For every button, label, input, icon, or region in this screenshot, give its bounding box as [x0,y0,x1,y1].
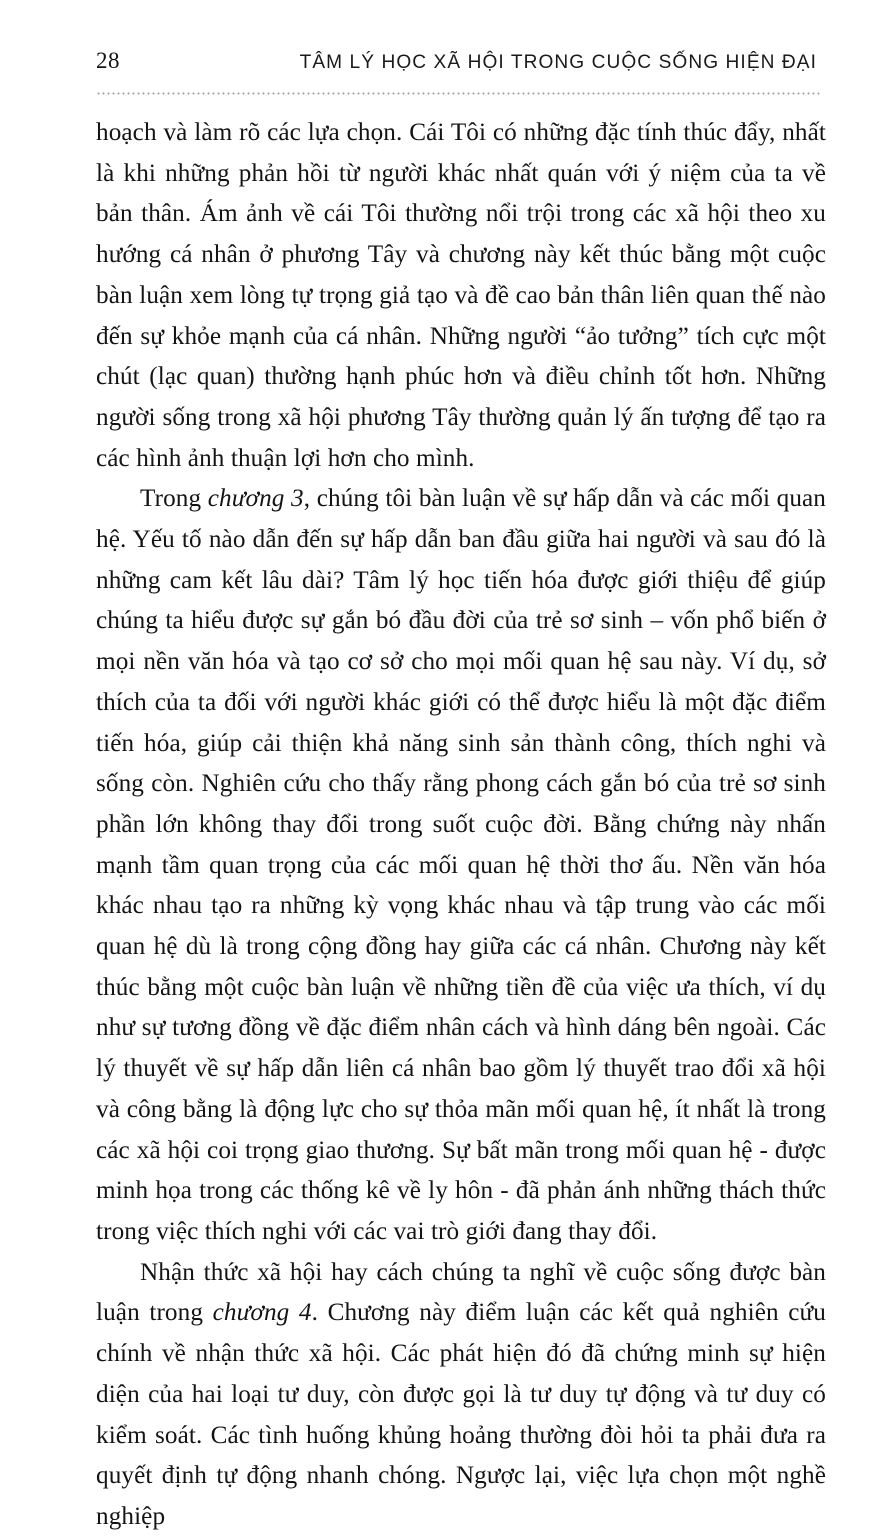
chapter-reference-4: chương 4 [212,1299,312,1327]
page-number: 28 [96,48,120,73]
paragraph-2-rest: , chúng tôi bàn luận về sự hấp dẫn và các mối quan hệ. Yếu tố nào dẫn đến sự hấp dẫn ban đầu giữa hai người và sau đó là những cam kết lâu dài? Tâm lý học tiến hóa được giới thiệu để giúp chúng ta hiểu được sự gắn bó đầu đời của trẻ sơ sinh – vốn phổ biến ở mọi nền văn hóa và tạo cơ sở cho mọi mối quan hệ sau này. Ví dụ, sở thích của ta đối với người khác giới có thể được hiểu là một đặc điểm tiến hóa, giúp cải thiện khả năng sinh sản thành công, thích nghi và sống còn. Nghiên cứu cho thấy rằng phong cách gắn bó của trẻ sơ sinh phần lớn không thay đổi trong suốt cuộc đời. Bằng chứng này nhấn mạnh tầm quan trọng của các mối quan hệ thời thơ ấu. Nền văn hóa khác nhau tạo ra những kỳ vọng khác nhau và tập trung vào các mối quan hệ dù là trong cộng đồng hay giữa các cá nhân. Chương này kết thúc bằng một cuộc bàn luận về những tiền đề của việc ưa thích, ví dụ như sự tương đồng về đặc điểm nhân cách và hình dáng bên ngoài. Các lý thuyết về sự hấp dẫn liên cá nhân bao gồm lý thuyết trao đổi xã hội và công bằng là động lực cho sự thỏa mãn mối quan hệ, ít nhất là trong các xã hội coi trọng giao thương. Sự bất mãn trong mối quan hệ - được minh họa trong các thống kê về ly hôn - đã phản ánh những thách thức trong việc thích nghi với các vai trò giới đang thay đổi. [96,485,826,1245]
chapter-reference-3: chương 3 [207,485,304,513]
paragraph-2 [96,479,826,1252]
paragraph-1: hoạch và làm rõ các lựa chọn. Cái Tôi có những đặc tính thúc đẩy, nhất là khi những phản hồi từ người khác nhất quán với ý niệm của ta về bản thân. Ám ảnh về cái Tôi thường nổi trội trong các xã hội theo xu hướng cá nhân ở phương Tây và chương này kết thúc bằng một cuộc bàn luận xem lòng tự trọng giả tạo và đề cao bản thân liên quan thế nào đến sự khỏe mạnh của cá nhân. Những người “ảo tưởng” tích cực một chút (lạc quan) thường hạnh phúc hơn và điều chỉnh tốt hơn. Những người sống trong xã hội phương Tây thường quản lý ấn tượng để tạo ra các hình ảnh thuận lợi hơn cho mình. [96,119,826,472]
paragraph-2-lead: Trong [140,485,208,513]
page-header [96,48,817,74]
paragraph-3-lead: Nhận thức xã hội hay cách chúng ta nghĩ về cuộc sống được bàn luận trong [96,1258,826,1327]
paragraph-3-rest: . Chương này điểm luận các kết quả nghiên cứu chính về nhận thức xã hội. Các phát hiện đó đã chứng minh sự hiện diện của hai loại tư duy, còn được gọi là tư duy tự động và tư duy có kiểm soát. Các tình huống khủng hoảng thường đòi hỏi ta phải đưa ra quyết định tự động nhanh chóng. Ngược lại, việc lựa chọn một nghề nghiệp [96,1299,826,1530]
body-text [96,113,826,1538]
header-divider [96,92,822,95]
paragraph-3 [96,1253,826,1538]
running-title: TÂM LÝ HỌC XÃ HỘI TRONG CUỘC SỐNG HIỆN ĐẠI [299,51,817,73]
